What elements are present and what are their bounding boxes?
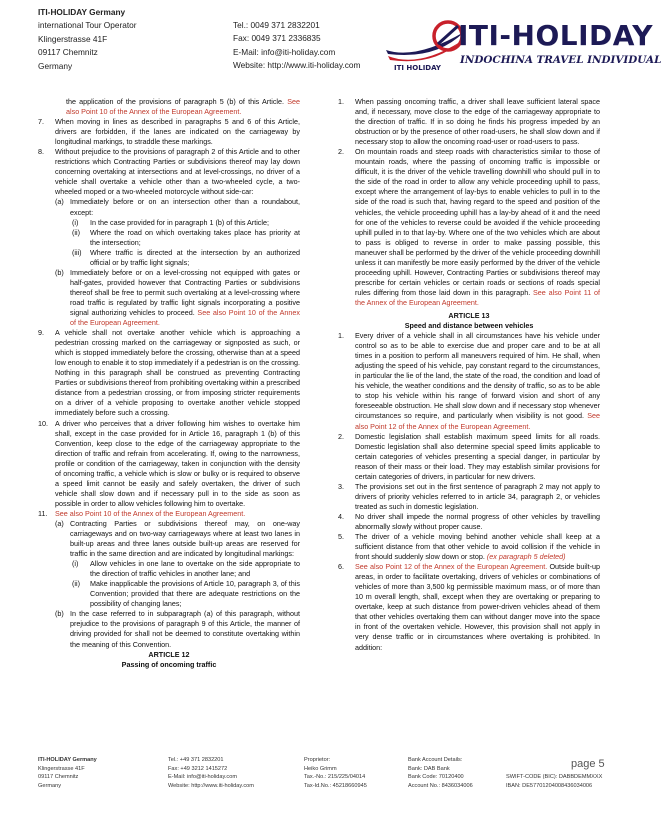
item-text: Where the road on which overtaking takes place has priority at the intersection;	[90, 227, 300, 247]
company-line: Germany	[38, 60, 73, 71]
item-text: When moving in lines as described in paragraphs 5 and 6 of this Article, drivers are forbidden, if the lanes are indicated on the carriageway by longitudinal markings, to straddle these markings.	[55, 117, 300, 147]
list-item	[38, 419, 300, 509]
annex-note: See also Point 10 of the Annex of the European Agreement.	[66, 97, 300, 117]
list-item	[338, 512, 600, 532]
item-number: 2.	[338, 147, 344, 157]
item-number: 10.	[38, 418, 48, 428]
list-subitem	[38, 519, 300, 559]
item-number: (a)	[55, 197, 64, 207]
company-address	[38, 6, 137, 73]
list-subitem	[38, 579, 300, 609]
contact-phone: Tel.: 0049 371 2832201	[233, 20, 320, 30]
footer-proprietor	[304, 756, 367, 790]
item-text: Outside built-up areas, in order to facilitate overtaking, drivers of vehicles or combinations of vehicles of more than 3,500 kg permissible maximum mass, or of more than 10 m overall length, shall, except when they are overtaking or preparing to overtake, keep at such distance from power-driven vehicles ahead of them that other vehicles overtaking them can without danger move into the space in front of the overtaken vehicle. However, this provision shall not apply in very dense traffic or in circumstances where overtaking is prohibited. In addition:	[355, 562, 600, 652]
annex-note: See also Point 12 of the Annex of the European Agreement.	[355, 562, 548, 572]
item-number: 1.	[338, 331, 344, 341]
item-text: Contracting Parties or subdivisions thereof may, on one-way carriageways and on two-way carriageways where at least two lanes in built-up areas and three lanes outside built-up areas are reserved for traffic in the same direction and are indicated by longitudinal markings:	[70, 518, 300, 559]
annex-note: See also Point 12 of the Annex of the European Agreement.	[355, 411, 600, 431]
item-number: 2.	[338, 431, 344, 441]
footer-line: 09117 Chemnitz	[38, 774, 79, 781]
footer-line: Account No.: 8436034006	[408, 782, 473, 789]
list-subitem	[38, 197, 300, 217]
list-item	[338, 562, 600, 652]
item-number: 8.	[38, 147, 44, 157]
list-subitem	[38, 609, 300, 649]
item-number: (b)	[55, 609, 64, 619]
list-subitem	[38, 559, 300, 579]
item-text: Immediately before or on an intersection other than a roundabout, except:	[70, 197, 300, 217]
item-number: 6.	[338, 562, 344, 572]
item-number: 11.	[38, 508, 48, 518]
logo-mark-text: ITI HOLIDAY	[394, 64, 441, 72]
item-text: The provisions set out in the first sentence of paragraph 2 may not apply to drivers of priority vehicles referred to in article 34, paragraph 2, or vehicles treated as such in domestic legislation.	[355, 481, 600, 511]
article-12-title: Passing of oncoming traffic	[121, 659, 217, 669]
footer-line: Fax: +49 3212 1415272	[168, 765, 228, 772]
deleted-note: (ex paragraph 5 deleted)	[486, 552, 566, 562]
footer-line: Bank: DAB Bank	[408, 765, 450, 772]
company-line: 09117 Chemnitz	[38, 47, 98, 58]
item-text: Allow vehicles in one lane to overtake on the side appropriate to the direction of traffic vehicles in another lane; and	[90, 559, 300, 579]
item-text: The driver of a vehicle moving behind another vehicle shall keep at a sufficient distance from that other vehicle to avoid collision if the vehicle in front should suddenly slow down or stop.	[355, 532, 600, 562]
item-text: Immediately before or on a level-crossing not equipped with gates or half-gates, provided however that Contracting Parties or subdivisions thereof shall be free to permit such overtaking at a level-crossing where road traffic is regulated by traffic light signals incorporating a positive signal authorizing vehicles to proceed.	[70, 267, 300, 317]
item-number: 1.	[338, 97, 344, 106]
paragraph	[38, 97, 300, 117]
iti-holiday-logo	[378, 16, 661, 78]
item-number: (a)	[55, 518, 64, 528]
list-item	[338, 432, 600, 482]
item-text: In the case provided for in paragraph 1 (b) of this Article;	[90, 217, 269, 227]
footer-line: Tax.-No.: 215/225/04014	[304, 774, 366, 781]
contact-website: Website: http://www.iti-holiday.com	[233, 60, 361, 71]
footer-line: Proprietor:	[304, 757, 331, 763]
letterhead	[38, 6, 661, 96]
footer-line: E-Mail: info@iti-holiday.com	[168, 774, 237, 781]
list-subitem	[38, 248, 300, 268]
list-item	[38, 509, 300, 519]
footer-line: Tax-Id.No.: 45218660945	[304, 782, 367, 789]
item-number: (ii)	[72, 227, 80, 237]
footer-swift	[506, 773, 602, 790]
item-number: (b)	[55, 267, 64, 277]
contact-fax: Fax: 0049 371 2336835	[233, 33, 321, 44]
item-number: (ii)	[72, 579, 80, 589]
logo-subtitle: INDOCHINA TRAVEL INDIVIDUAL	[460, 54, 661, 66]
item-number: (i)	[72, 217, 79, 227]
item-text: A vehicle shall not overtake another vehicle which is approaching a pedestrian crossing marked on the carriageway or signposted as such, or which is stopped immediately before the crossing, otherwise than at a speed low enough to enable it to stop immediately if a pedestrian is on the crossing. Nothing in this paragraph shall be construed as preventing Contracting Parties or subdivisions thereof from prohibiting overtaking within a prescribed distance from a pedestrian crossing, or from imposing stricter requirements on a driver of a vehicle proposing to overtake another vehicle stopped immediately before such a crossing.	[55, 328, 300, 418]
item-number: 5.	[338, 532, 344, 542]
left-column	[38, 97, 300, 670]
item-text: Where traffic is directed at the intersection by an authorized official or by traffic light signals;	[90, 247, 300, 267]
footer-line: Tel.: +49 371 2832201	[168, 757, 224, 763]
annex-note: See also Point 11 of the Annex of the European Agreement.	[355, 287, 600, 307]
footer-line: IBAN: DE57701204008436034006	[506, 782, 593, 789]
article-12-heading: ARTICLE 12	[148, 649, 190, 659]
item-number: (iii)	[72, 247, 82, 257]
article-13-heading: ARTICLE 13	[448, 310, 490, 320]
item-text: Every driver of a vehicle shall in all circumstances have his vehicle under control so as to be able to exercise due and proper care and to be at all times in a position to perform all maneuvers required of him. He shall, when adjusting the speed of his vehicle, pay constant regard to the circumstances, in particular the lie of the land, the state of the road, the condition and load of his vehicle, the weather conditions and the density of traffic, so as to be able to stop his vehicle within his range of forward vision and short of any foreseeable obstruction. He shall slow down and if necessary stop whenever circumstances so require, and particularly when visibility is not good.	[355, 331, 600, 421]
paragraph-text: the application of the provisions of paragraph 5 (b) of this Article.	[66, 97, 285, 106]
item-text: A driver who perceives that a driver following him wishes to overtake him shall, except in the case provided for in Article 16, paragraph 1 (b) of this Convention, keep close to the edge of the carriageway appropriate to the direction of traffic and refrain from accelerating. If, owing to the narrowness, profile or condition of the carriageway, taken in conjunction with the density of oncoming traffic, a vehicle which is slow or bulky or is required to observe a speed limit cannot be easily and safely overtaken, the driver of such vehicle shall slow down and if necessary pull in to the side as soon as possible in order to allow vehicles following him to overtake.	[55, 418, 300, 508]
item-text: Make inapplicable the provisions of Article 10, paragraph 3, of this Convention; provided that there are adequate restrictions on the possibility of changing lanes;	[90, 579, 300, 609]
footer-line: SWIFT-CODE (BIC): DABBDEMMXXX	[506, 774, 603, 780]
item-number: 7.	[38, 117, 44, 127]
item-number: (i)	[72, 559, 79, 569]
item-number: 9.	[38, 328, 44, 338]
list-item	[338, 331, 600, 431]
page-number: page 5	[571, 758, 605, 770]
list-item	[38, 328, 300, 418]
item-number: 4.	[338, 511, 344, 521]
list-subitem	[38, 218, 300, 228]
item-text: When passing oncoming traffic, a driver shall leave sufficient lateral space and, if necessary, move close to the edge of the carriageway appropriate to the direction of traffic. If in so doing he finds his progress impeded by an obstruction or by the presence of other road-users, he shall slow down and if necessary stop to allow the oncoming road-user or road-users to pass.	[355, 97, 600, 147]
footer-line: Website: http://www.iti-holiday.com	[168, 782, 254, 789]
footer-line: Bank Account Details:	[408, 757, 463, 763]
footer-bank	[408, 756, 473, 790]
list-item	[338, 97, 600, 147]
annex-note: See also Point 10 of the Annex of the European Agreement.	[55, 508, 246, 518]
item-text: Domestic legislation shall establish maximum speed limits for all roads. Domestic legislation shall also determine special speed limits applicable to certain categories of vehicles presenting a special danger, in particular by reason of their mass or their load. They may establish similar provisions for certain categories of drivers, in particular for new drivers.	[355, 431, 600, 481]
item-text: Without prejudice to the provisions of paragraph 2 of this Article and to other restrictions which Contracting Parties or subdivisions thereof may lay down concerning overtaking at intersections and at level-crossings, no driver of a vehicle shall overtake a vehicle other than a two-wheeled cycle, a two-wheeled moped or a two-wheeled motorcycle without side-car:	[55, 147, 300, 197]
contact-email: E-Mail: info@iti-holiday.com	[233, 46, 336, 57]
list-item	[38, 117, 300, 147]
footer-line: ITI-HOLIDAY Germany	[38, 757, 97, 763]
footer-line: Klingerstrasse 41F	[38, 765, 85, 772]
list-item	[338, 532, 600, 562]
list-item	[338, 482, 600, 512]
footer-contact	[168, 756, 254, 790]
company-name: ITI-HOLIDAY Germany	[38, 7, 126, 17]
footer-line: Heiko Grimm	[304, 765, 337, 772]
footer-company	[38, 756, 97, 790]
annex-note: See also Point 10 of the Annex of the European Agreement.	[70, 307, 300, 328]
footer-line: Bank Code: 70120400	[408, 774, 464, 781]
list-item	[38, 147, 300, 197]
article-13-title: Speed and distance between vehicles	[404, 321, 534, 331]
company-contact	[233, 19, 360, 73]
list-subitem	[38, 228, 300, 248]
right-column	[338, 97, 600, 653]
logo-title: ITI-HOLIDAY	[458, 19, 654, 52]
list-item	[338, 147, 600, 308]
item-number: 3.	[338, 481, 344, 491]
item-text: On mountain roads and steep roads with characteristics similar to those of mountain roads, where the passing of oncoming traffic is impossible or difficult, it is the driver of the vehicle travelling downhill who should pull in to the side of the road in order to allow any vehicle proceeding uphill to pass, except where the arrangement of lay-bys to enable vehicles to pull in to the side of the road is such that, having regard to the speed and position of the vehicles, the vehicle proceeding uphill has a lay-by ahead of it and the need for one of the vehicles to reverse could be avoided if the vehicle proceeding uphill pulled in to that lay-by. Where one of the two vehicles which are about to pass is obliged to reverse in order to make passing possible, this maneuver shall be performed by the driver of the vehicle proceeding downhill unless it can manifestly be more easily performed by the driver of the vehicle proceeding uphill. However, Contracting Parties or subdivisions thereof may prescribe for certain vehicles or certain roads or sections of roads special rules differing from those laid down in this paragraph.	[355, 147, 600, 297]
item-text: In the case referred to in subparagraph (a) of this paragraph, without prejudice to the provisions of paragraph 9 of this Article, the manner of driving provided for shall not be deemed to constitute overtaking within the meaning of this Convention.	[70, 609, 300, 649]
company-line: Klingerstrasse 41F	[38, 33, 108, 44]
footer-line: Germany	[38, 782, 62, 789]
company-line: international Tour Operator	[38, 20, 137, 31]
item-text: No driver shall impede the normal progress of other vehicles by travelling abnormally slowly without proper cause.	[355, 511, 600, 531]
list-subitem	[38, 268, 300, 328]
